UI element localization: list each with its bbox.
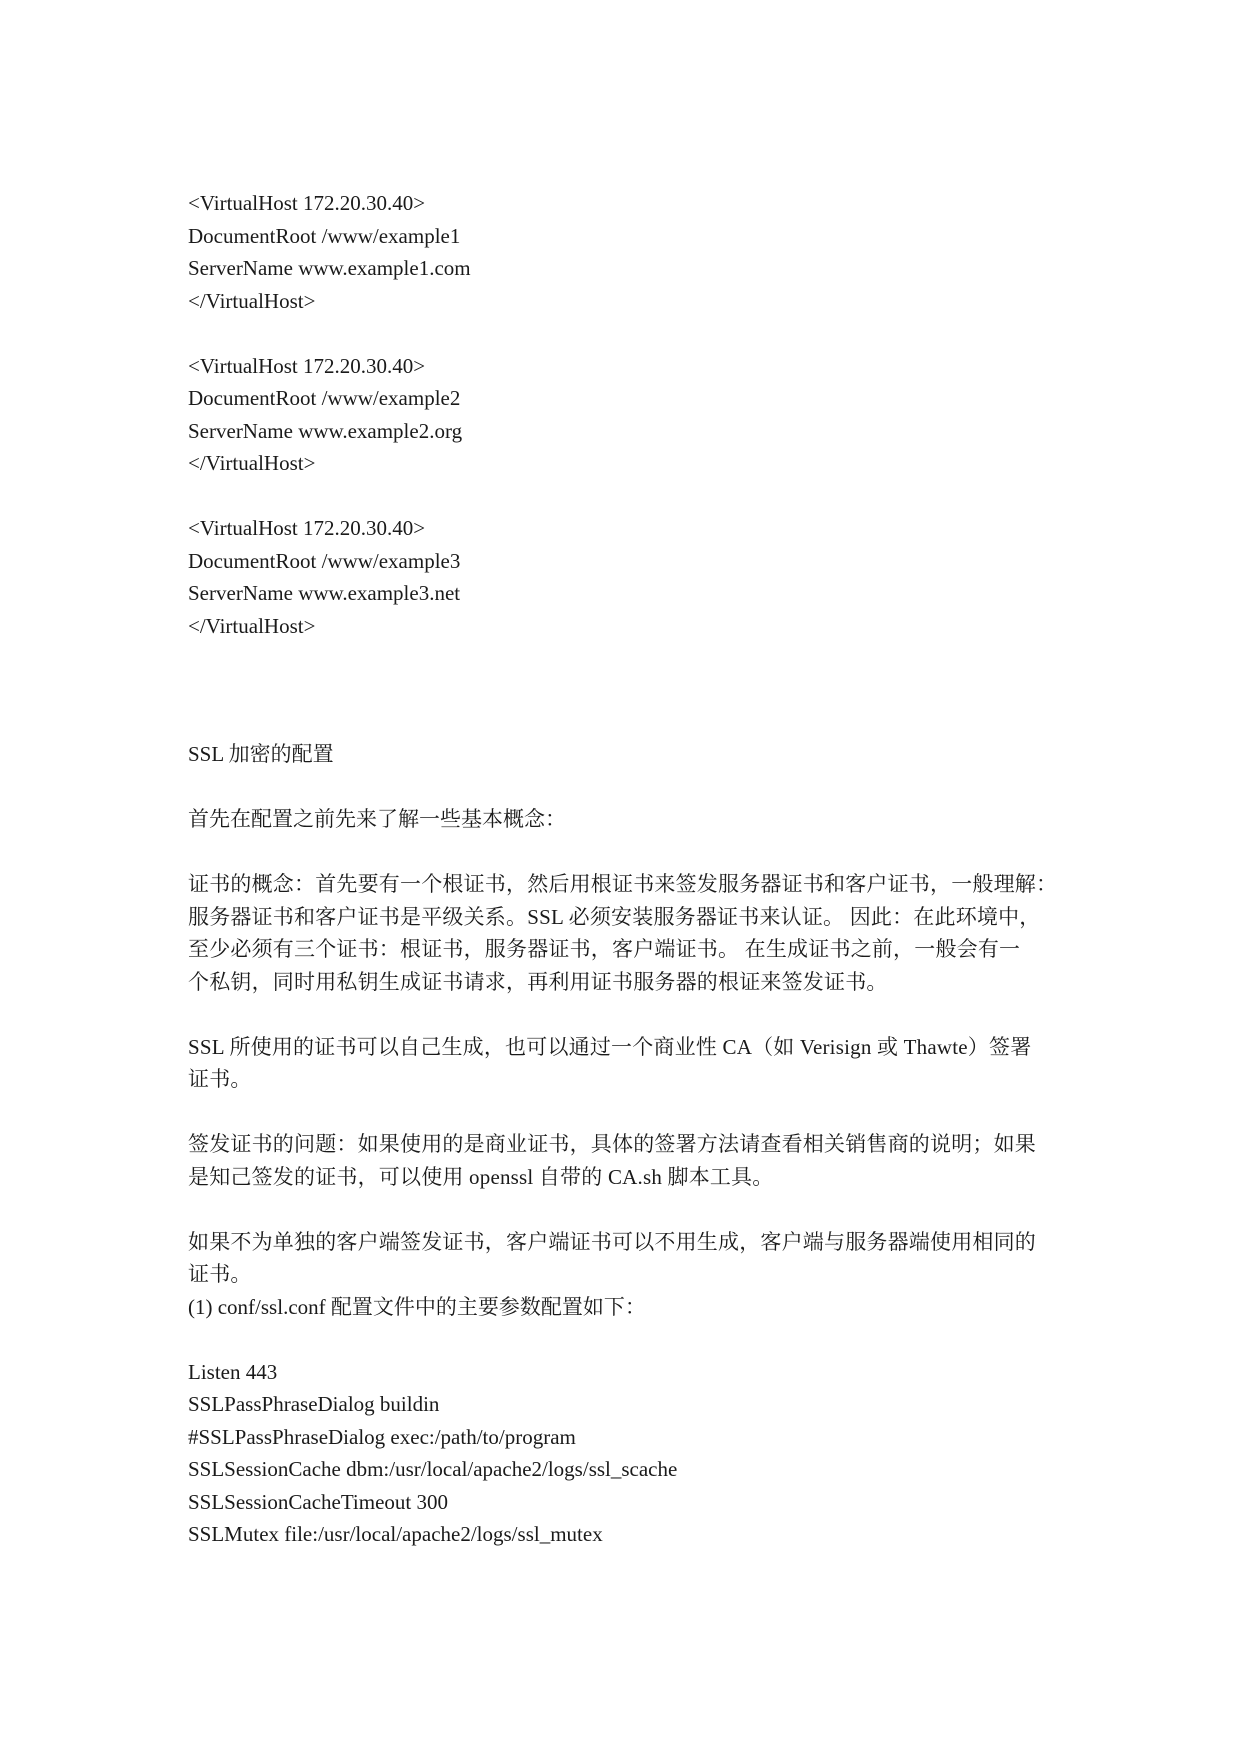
- config-line: SSLPassPhraseDialog buildin: [188, 1392, 440, 1416]
- paragraph-line: 证书。: [188, 1262, 252, 1286]
- paragraph-line: SSL 所使用的证书可以自己生成，也可以通过一个商业性 CA（如 Verisign 或 Thawte）签署: [188, 1034, 1032, 1059]
- paragraph-line: 如果不为单独的客户端签发证书，客户端证书可以不用生成，客户端与服务器端使用相同的: [188, 1229, 1036, 1254]
- document-root-line: DocumentRoot /www/example3: [188, 548, 461, 573]
- paragraph-line: 个私钥，同时用私钥生成证书请求，再利用证书服务器的根证来签发证书。: [188, 969, 888, 994]
- paragraph-line: 至少必须有三个证书：根证书，服务器证书，客户端证书。 在生成证书之前，一般会有一: [188, 937, 1021, 961]
- vhost-open-tag: <VirtualHost 172.20.30.40>: [188, 353, 426, 378]
- ssl-conf-block: [188, 1356, 1058, 1551]
- config-line: SSLSessionCacheTimeout 300: [188, 1489, 448, 1514]
- paragraph-line: 证书的概念：首先要有一个根证书，然后用根证书来签发服务器证书和客户证书，一般理解：: [188, 872, 1058, 896]
- vhost-open-tag: <VirtualHost 172.20.30.40>: [188, 191, 426, 215]
- certificate-concept-paragraph: [188, 868, 1058, 998]
- ssl-conf-intro: (1) conf/ssl.conf 配置文件中的主要参数配置如下：: [188, 1294, 646, 1319]
- vhost-close-tag: </VirtualHost>: [188, 451, 316, 475]
- vhost-open-tag: <VirtualHost 172.20.30.40>: [188, 516, 426, 540]
- server-name-line: ServerName www.example2.org: [188, 418, 463, 443]
- vhost-close-tag: </VirtualHost>: [188, 288, 316, 313]
- config-line: SSLMutex file:/usr/local/apache2/logs/ssl_mutex: [188, 1522, 603, 1546]
- server-name-line: ServerName www.example1.com: [188, 256, 471, 280]
- document-root-line: DocumentRoot /www/example2: [188, 386, 461, 410]
- vhost-block-3: [188, 512, 1058, 642]
- document-page: [188, 187, 1058, 1551]
- document-root-line: DocumentRoot /www/example1: [188, 223, 461, 248]
- certificate-ca-paragraph: [188, 1031, 1058, 1096]
- section-heading: SSL 加密的配置: [188, 742, 334, 766]
- paragraph-line: 签发证书的问题：如果使用的是商业证书，具体的签署方法请查看相关销售商的说明；如果: [188, 1132, 1036, 1156]
- intro-paragraph: 首先在配置之前先来了解一些基本概念：: [188, 807, 566, 831]
- config-line: Listen 443: [188, 1359, 278, 1384]
- certificate-issue-paragraph: [188, 1128, 1058, 1193]
- paragraph-line: 证书。: [188, 1067, 252, 1091]
- config-line: #SSLPassPhraseDialog exec:/path/to/program: [188, 1424, 576, 1449]
- client-certificate-paragraph: [188, 1226, 1058, 1291]
- paragraph-line: 服务器证书和客户证书是平级关系。SSL 必须安装服务器证书来认证。 因此：在此环境中，: [188, 904, 1041, 929]
- config-line: SSLSessionCache dbm:/usr/local/apache2/logs/ssl_scache: [188, 1457, 678, 1481]
- vhost-block-1: [188, 187, 1058, 317]
- server-name-line: ServerName www.example3.net: [188, 581, 461, 605]
- paragraph-line: 是知己签发的证书，可以使用 openssl 自带的 CA.sh 脚本工具。: [188, 1164, 774, 1189]
- vhost-block-2: [188, 350, 1058, 480]
- vhost-close-tag: </VirtualHost>: [188, 613, 316, 638]
